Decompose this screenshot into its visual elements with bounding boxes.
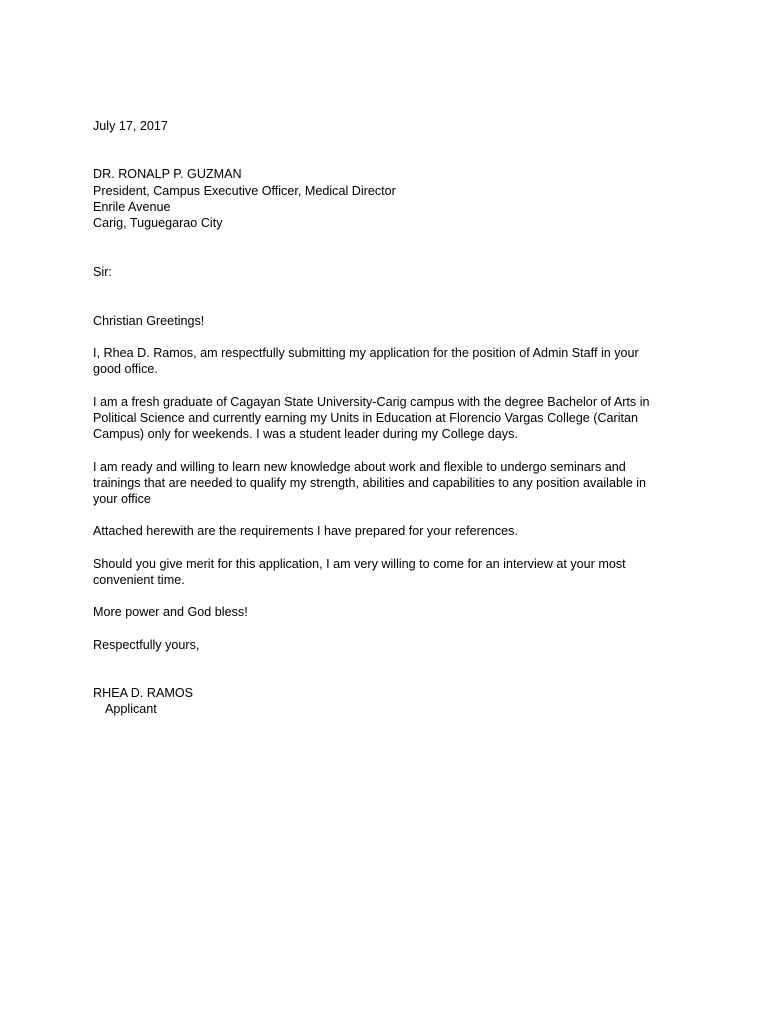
paragraph-line: More power and God bless! (93, 605, 248, 620)
body-paragraph (93, 556, 683, 589)
paragraph-line: I am a fresh graduate of Cagayan State University-Carig campus with the degree Bachelor of Arts in (93, 394, 650, 409)
recipient-name: DR. RONALP P. GUZMAN (93, 167, 242, 182)
paragraph-line: Attached herewith are the requirements I have prepared for your references. (93, 524, 518, 539)
recipient-block (93, 166, 683, 231)
closing: Respectfully yours, (93, 637, 200, 652)
paragraph-line: your office (93, 492, 151, 507)
body-paragraph (93, 345, 683, 378)
paragraph-line: Political Science and currently earning my Units in Education at Florencio Vargas College (Caritan (93, 410, 639, 425)
recipient-city: Carig, Tuguegarao City (93, 216, 223, 231)
paragraph-line: I, Rhea D. Ramos, am respectfully submitting my application for the position of Admin Staff in your (93, 346, 639, 361)
body-paragraph (93, 523, 683, 539)
paragraph-line: Campus) only for weekends. I was a student leader during my College days. (93, 427, 518, 442)
signature-block (93, 685, 683, 718)
recipient-title: President, Campus Executive Officer, Medical Director (93, 183, 396, 198)
paragraph-line: convenient time. (93, 573, 185, 588)
greeting: Christian Greetings! (93, 313, 205, 328)
signature-name: RHEA D. RAMOS (93, 685, 194, 700)
body-paragraph (93, 459, 683, 508)
recipient-street: Enrile Avenue (93, 199, 171, 214)
body-paragraph (93, 394, 683, 443)
paragraph-line: trainings that are needed to qualify my strength, abilities and capabilities to any position available in (93, 475, 647, 490)
letter-body (93, 118, 683, 718)
paragraph-line: I am ready and willing to learn new knowledge about work and flexible to undergo seminars and (93, 459, 626, 474)
signature-role: Applicant (105, 702, 157, 717)
body-paragraph (93, 604, 683, 620)
salutation: Sir: (93, 265, 112, 280)
paragraph-line: good office. (93, 362, 158, 377)
paragraph-line: Should you give merit for this application, I am very willing to come for an interview at your most (93, 556, 626, 571)
letter-date: July 17, 2017 (93, 119, 168, 133)
